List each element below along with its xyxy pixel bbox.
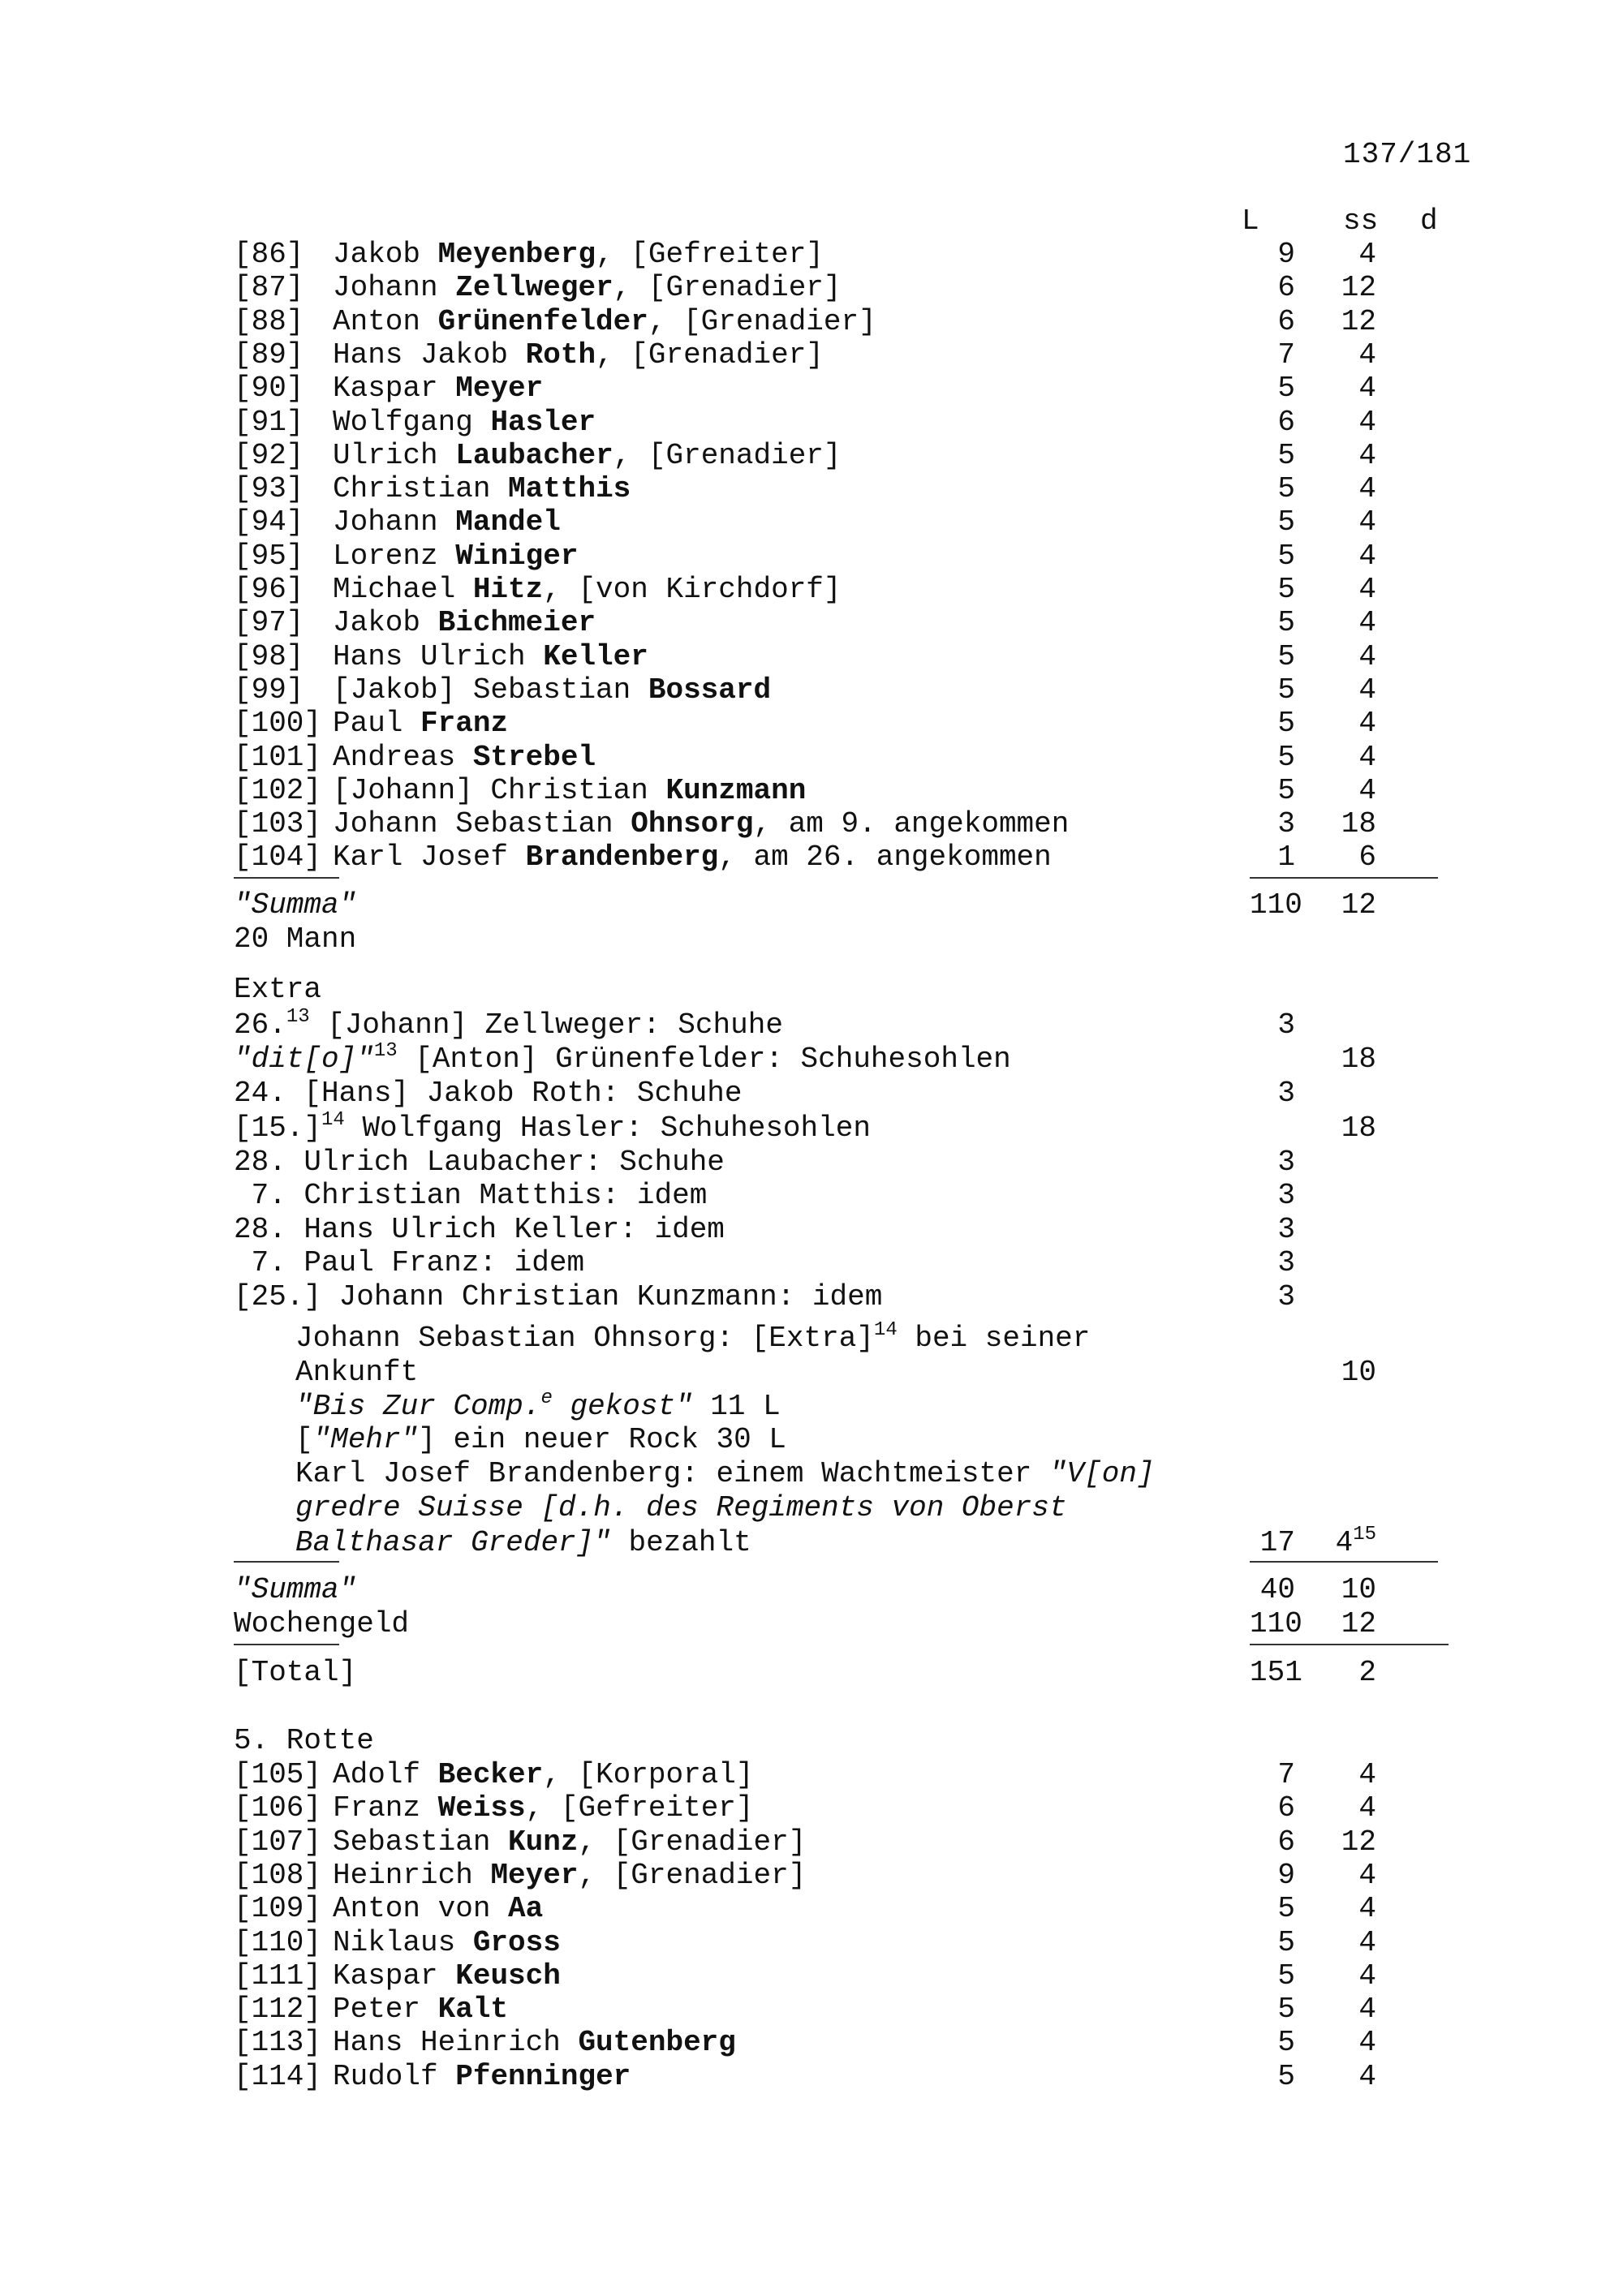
soldier-number: [99] [234,673,304,707]
soldier-firstname: Adolf [333,1758,438,1791]
soldier-firstname: Hans Ulrich [333,639,544,673]
extra-L: 3 [1277,1246,1295,1279]
soldier-surname: Laubacher [455,438,613,472]
soldier-firstname: Lorenz [333,539,456,573]
soldier-firstname: Anton [333,304,438,338]
extra-L: 3 [1277,1213,1295,1246]
extra-text: Paul Franz: idem [286,1246,585,1279]
soldier-surname: Pfenninger [455,2059,631,2093]
soldier-row [234,473,631,505]
soldier-firstname: Franz [333,1791,438,1825]
soldier-L: 5 [1277,639,1295,673]
extra-ohnsorg-line3: "Bis Zur Comp.$^e$ gekost" 11 L [295,1387,781,1423]
soldier-L: 5 [1277,472,1295,506]
soldier-surname: Keller [543,639,648,673]
soldier-row [234,841,1052,874]
wochengeld-label: Wochengeld [234,1607,410,1640]
summa2-label: "Summa" [234,1573,357,1606]
soldier-number: [106] [234,1791,322,1825]
soldier-firstname: Johann [333,505,456,540]
soldier-surname: Gross [472,1925,561,1959]
header-d: d [1420,204,1438,238]
footnote-ref: 13 [373,1040,398,1062]
soldier-firstname: Johann [333,271,456,305]
soldier-firstname: Sebastian [333,1825,509,1859]
extra-brandenberg-ss: $4^{15}$ [1335,1524,1376,1559]
soldier-surname: Roth [525,338,596,372]
soldier-number: [114] [234,2059,322,2093]
soldier-number: [112] [234,1993,322,2027]
summa-label: "Summa" [234,888,357,922]
soldier-note: , [Korporal] [543,1758,754,1791]
soldier-L: 6 [1277,271,1295,305]
soldier-L: 3 [1277,807,1295,841]
extra-day: "dit[o]" [234,1043,374,1076]
extra-day: [15.] [234,1111,322,1145]
soldier-ss: 4 [1358,472,1376,506]
soldier-ss: 4 [1358,1958,1376,1993]
soldier-firstname: Johann Sebastian [333,807,631,841]
extra-day: 7. [234,1179,286,1212]
soldier-number: [88] [234,304,304,338]
summa2-L: 40 [1259,1573,1295,1606]
soldier-number: [86] [234,238,304,271]
soldier-L: 5 [1277,673,1295,707]
soldier-L: 5 [1277,505,1295,540]
soldier-number: [102] [234,773,322,807]
extra-ss: 18 [1341,1043,1376,1076]
soldier-row [234,406,596,439]
soldier-surname: Aa [508,1892,544,1926]
soldier-surname: Weiss [437,1791,526,1825]
soldier-row [234,540,578,573]
soldier-L: 5 [1277,438,1295,472]
soldier-number: [92] [234,438,304,472]
soldier-number: [101] [234,740,322,774]
soldier-row [234,1792,754,1825]
extra-brandenberg-line2: gredre Suisse [d.h. des Regiments von Oberst [295,1491,1067,1524]
soldier-L: 6 [1277,1825,1295,1859]
soldier-note: , [Grenadier] [578,1825,807,1859]
extra-brandenberg-line1: Karl Josef Brandenberg: einem Wachtmeister "V[on] [295,1457,1155,1490]
soldier-firstname: Wolfgang [333,405,491,439]
soldier-number: [100] [234,707,322,741]
soldier-L: 5 [1277,707,1295,741]
soldier-row [234,272,842,304]
soldier-L: 9 [1277,1858,1295,1892]
extra-ohnsorg-line4: ["Mehr"] ein neuer Rock 30 L [295,1423,786,1456]
soldier-L: 5 [1277,539,1295,573]
extra-brandenberg-line3: Balthasar Greder]" bezahlt [295,1526,751,1559]
extra-day: 7. [234,1246,286,1279]
extra-L: 3 [1277,1179,1295,1212]
soldier-surname: Hasler [490,405,596,439]
soldier-row [234,1993,508,2026]
soldier-note: , [Gefreiter] [525,1791,754,1825]
extra-text: Wolfgang Hasler: Schuhesohlen [344,1111,871,1145]
soldier-surname: Mandel [455,505,561,540]
soldier-row [234,1893,543,1925]
soldier-row [234,1860,806,1892]
extra-brandenberg-L: 17 [1259,1526,1295,1559]
extra-row [234,1180,707,1212]
soldier-ss: 4 [1358,1758,1376,1791]
soldier-number: [90] [234,372,304,406]
soldier-number: [98] [234,639,304,673]
soldier-row [234,372,543,405]
soldier-ss: 4 [1358,1993,1376,2027]
extra-text: Hans Ulrich Keller: idem [286,1213,725,1246]
soldier-row [234,440,842,472]
soldier-row [234,1927,561,1959]
soldier-surname: Kunzmann [665,773,807,807]
soldier-number: [110] [234,1925,322,1959]
rotte-title: 5. Rotte [234,1724,374,1757]
soldier-note: , [Grenadier] [578,1858,807,1892]
soldier-ss: 4 [1358,740,1376,774]
soldier-ss: 4 [1358,1791,1376,1825]
extra-day: [25.] [234,1280,322,1314]
soldier-note: , am 26. angekommen [718,841,1052,875]
rule [1250,877,1438,879]
extra-ohnsorg-line1: Johann Sebastian Ohnsorg: [Extra]$^{14}$ bei seiner [295,1319,1091,1355]
extra-text: [Anton] Grünenfelder: Schuhesohlen [397,1043,1011,1076]
soldier-number: [107] [234,1825,322,1859]
soldier-firstname: Hans Heinrich [333,2026,579,2060]
soldier-L: 5 [1277,2026,1295,2060]
soldier-note: , [Grenadier] [596,338,824,372]
soldier-surname: Grünenfelder [437,304,648,338]
soldier-number: [89] [234,338,304,372]
soldier-surname: Ohnsorg [631,807,754,841]
extra-day: 24. [234,1077,286,1110]
soldier-ss: 4 [1358,338,1376,372]
extra-row [234,1077,743,1110]
soldier-number: [113] [234,2026,322,2060]
soldier-note: , am 9. angekommen [753,807,1070,841]
soldier-note: , [Grenadier] [613,438,842,472]
soldier-firstname: Karl Josef [333,841,526,875]
soldier-row [234,306,876,338]
soldier-row [234,1759,754,1791]
soldier-firstname: Hans Jakob [333,338,526,372]
soldier-row [234,1826,806,1859]
soldier-firstname: Niklaus [333,1925,473,1959]
soldier-surname: Bichmeier [437,606,596,640]
wochengeld-L: 110 [1250,1607,1302,1640]
soldier-surname: Winiger [455,539,579,573]
soldier-ss: 4 [1358,1925,1376,1959]
extra-text: Johann Christian Kunzmann: idem [321,1280,883,1314]
soldier-firstname: Christian [333,472,509,506]
soldier-row [234,574,842,606]
rule [1250,1644,1449,1645]
extra-L: 3 [1277,1146,1295,1179]
soldier-ss: 4 [1358,238,1376,271]
footnote-ref: 14 [321,1109,345,1131]
summa2-ss: 10 [1341,1573,1376,1606]
soldier-L: 7 [1277,1758,1295,1791]
soldier-ss: 4 [1358,539,1376,573]
soldier-ss: 4 [1358,673,1376,707]
soldier-L: 5 [1277,1958,1295,1993]
soldier-surname: Gutenberg [578,2026,736,2060]
header-ss: ss [1343,204,1379,238]
total-label: [Total] [234,1656,357,1689]
soldier-number: [108] [234,1858,322,1892]
mann-count: 20 Mann [234,922,357,956]
soldier-L: 7 [1277,338,1295,372]
soldier-surname: Matthis [508,472,631,506]
soldier-row [234,1960,561,1993]
soldier-row [234,2061,631,2093]
soldier-row [234,239,824,271]
extra-row [234,1247,584,1279]
soldier-number: [109] [234,1892,322,1926]
header-L: L [1242,204,1259,238]
summa-ss: 12 [1341,888,1376,922]
soldier-ss: 4 [1358,1858,1376,1892]
soldier-surname: Meyer [455,372,544,406]
soldier-firstname: Jakob [333,238,438,271]
extra-row [234,1281,882,1314]
soldier-L: 5 [1277,573,1295,606]
soldier-firstname: Andreas [333,740,473,774]
soldier-note: , [Gefreiter] [596,238,824,271]
soldier-row [234,339,824,372]
extra-L: 3 [1277,1008,1295,1042]
soldier-ss: 4 [1358,438,1376,472]
extra-L: 3 [1277,1280,1295,1314]
extra-row [234,1146,725,1179]
soldier-number: [91] [234,405,304,439]
soldier-surname: Hitz [472,573,544,606]
soldier-L: 5 [1277,740,1295,774]
soldier-row [234,707,508,740]
soldier-ss: 18 [1341,807,1376,841]
soldier-ss: 4 [1358,505,1376,540]
soldier-firstname: Peter [333,1993,438,2027]
soldier-number: [105] [234,1758,322,1791]
soldier-L: 5 [1277,606,1295,640]
extra-day: 26. [234,1008,286,1042]
wochengeld-ss: 12 [1341,1607,1376,1640]
soldier-ss: 12 [1341,1825,1376,1859]
soldier-L: 6 [1277,304,1295,338]
soldier-surname: Meyer [490,1858,579,1892]
soldier-L: 5 [1277,2059,1295,2093]
soldier-firstname: Kaspar [333,1958,456,1993]
soldier-ss: 4 [1358,2059,1376,2093]
soldier-ss: 4 [1358,405,1376,439]
soldier-firstname: Kaspar [333,372,456,406]
extra-row [234,1006,783,1042]
soldier-ss: 4 [1358,2026,1376,2060]
soldier-firstname: Anton von [333,1892,509,1926]
soldier-L: 5 [1277,372,1295,406]
soldier-surname: Strebel [472,740,596,774]
soldier-ss: 4 [1358,606,1376,640]
soldier-ss: 4 [1358,773,1376,807]
extra-day: 28. [234,1146,286,1179]
soldier-surname: Kunz [508,1825,579,1859]
rule [234,1561,339,1563]
extra-text: [Hans] Jakob Roth: Schuhe [286,1077,743,1110]
extra-row [234,1214,725,1246]
soldier-ss: 4 [1358,1892,1376,1926]
soldier-firstname: Ulrich [333,438,456,472]
rule [234,1644,339,1645]
extra-ss: 18 [1341,1111,1376,1145]
soldier-number: [103] [234,807,322,841]
soldier-L: 1 [1277,841,1295,875]
soldier-row [234,506,561,539]
soldier-number: [93] [234,472,304,506]
soldier-ss: 4 [1358,573,1376,606]
extra-text: [Johann] Zellweger: Schuhe [309,1008,783,1042]
extra-text: Christian Matthis: idem [286,1179,708,1212]
extra-day: 28. [234,1213,286,1246]
soldier-L: 5 [1277,773,1295,807]
soldier-number: [94] [234,505,304,540]
soldier-number: [95] [234,539,304,573]
extra-row [234,1040,1011,1076]
soldier-row [234,742,596,774]
soldier-number: [104] [234,841,322,875]
soldier-note: , [von Kirchdorf] [543,573,842,606]
extra-L: 3 [1277,1077,1295,1110]
soldier-firstname: Jakob [333,606,438,640]
soldier-number: [97] [234,606,304,640]
soldier-number: [96] [234,573,304,606]
soldier-row [234,607,596,639]
soldier-firstname: Rudolf [333,2059,456,2093]
rule [234,877,339,879]
rule [1250,1561,1438,1563]
soldier-firstname: [Johann] Christian [333,773,666,807]
soldier-surname: Meyenberg [437,238,596,271]
total-L: 151 [1250,1656,1302,1689]
soldier-row [234,641,648,673]
footnote-ref: 13 [286,1006,310,1028]
extra-row [234,1109,871,1145]
soldier-L: 5 [1277,1993,1295,2027]
soldier-ss: 4 [1358,372,1376,406]
soldier-surname: Kalt [437,1993,509,2027]
soldier-surname: Bossard [648,673,772,707]
soldier-firstname: Michael [333,573,473,606]
soldier-firstname: [Jakob] Sebastian [333,673,648,707]
soldier-L: 6 [1277,405,1295,439]
soldier-row [234,2027,736,2059]
soldier-surname: Keusch [455,1958,561,1993]
extra-text: Ulrich Laubacher: Schuhe [286,1146,725,1179]
summa-L: 110 [1250,888,1302,922]
soldier-row [234,674,771,707]
soldier-number: [87] [234,271,304,305]
soldier-L: 5 [1277,1925,1295,1959]
soldier-firstname: Paul [333,707,421,741]
page-number: 137/181 [1343,138,1472,171]
soldier-ss: 6 [1358,841,1376,875]
extra-title: Extra [234,973,322,1006]
soldier-number: [111] [234,1958,322,1993]
soldier-ss: 4 [1358,707,1376,741]
soldier-surname: Franz [420,707,509,741]
soldier-L: 6 [1277,1791,1295,1825]
soldier-firstname: Heinrich [333,1858,491,1892]
soldier-row [234,808,1069,841]
soldier-note: , [Grenadier] [613,271,842,305]
soldier-surname: Zellweger [455,271,613,305]
soldier-L: 5 [1277,1892,1295,1926]
soldier-ss: 12 [1341,271,1376,305]
soldier-surname: Becker [437,1758,544,1791]
soldier-ss: 12 [1341,304,1376,338]
soldier-surname: Brandenberg [525,841,719,875]
total-ss: 2 [1358,1656,1376,1689]
soldier-row [234,775,806,807]
soldier-L: 9 [1277,238,1295,271]
extra-ohnsorg-line2: Ankunft [295,1356,419,1389]
extra-ohnsorg-ss: 10 [1341,1356,1376,1389]
soldier-note: , [Grenadier] [648,304,876,338]
soldier-ss: 4 [1358,639,1376,673]
